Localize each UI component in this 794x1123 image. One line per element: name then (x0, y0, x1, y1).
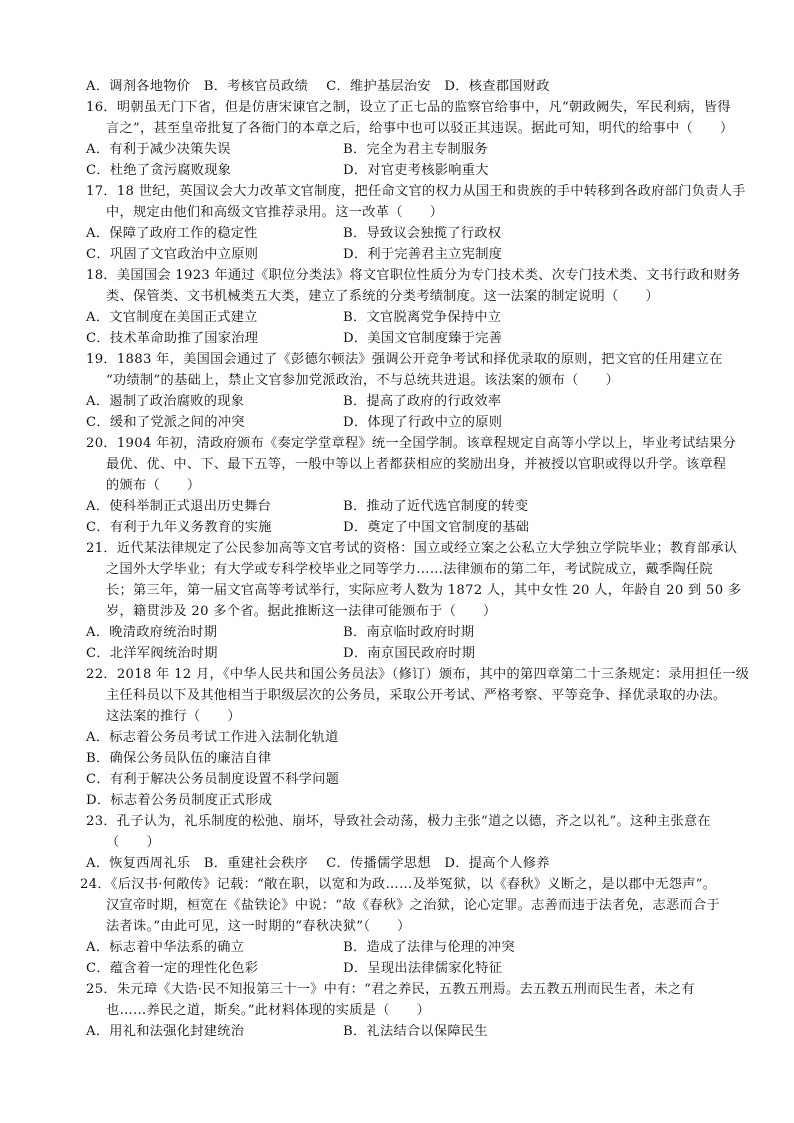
q20-option-a[interactable]: A．使科举制正式退出历史舞台 (86, 499, 272, 514)
q24-option-c[interactable]: C．蕴含着一定的理性化色彩 (86, 961, 259, 976)
q22-option-d[interactable]: D．标志着公务员制度正式形成 (86, 793, 273, 808)
q16-option-c[interactable]: C．杜绝了贪污腐败现象 (86, 163, 232, 178)
q21-option-b[interactable]: B．南京临时政府时期 (343, 625, 475, 640)
q17-option-a[interactable]: A．保障了政府工作的稳定性 (86, 226, 258, 241)
q22-option-b[interactable]: B．确保公务员队伍的廉洁自律 (86, 751, 272, 766)
q16-option-a[interactable]: A．有利于减少决策失误 (86, 142, 231, 157)
q16-option-b[interactable]: B．完全为君主专制服务 (343, 142, 488, 157)
q24-option-a[interactable]: A．标志着中华法系的确立 (86, 940, 245, 955)
q18-option-a[interactable]: A．文官制度在美国正式建立 (86, 310, 258, 325)
q18-option-c[interactable]: C．技术革命助推了国家治理 (86, 331, 259, 346)
q20-option-d[interactable]: D．奠定了中国文官制度的基础 (343, 520, 530, 535)
q24-option-d[interactable]: D．呈现出法律儒家化特征 (343, 961, 503, 976)
q18-option-b[interactable]: B．文官脱离党争保持中立 (343, 310, 502, 325)
q16-option-d[interactable]: D．对官吏考核影响重大 (343, 163, 489, 178)
q22-option-a[interactable]: A．标志着公务员考试工作进入法制化轨道 (86, 730, 339, 745)
q20-option-c[interactable]: C．有利于九年义务教育的实施 (86, 520, 272, 535)
q15-options-text: A．调剂各地物价 B．考核官员政绩 C．维护基层治安 D．核查郡国财政 (86, 79, 550, 94)
q22-option-c[interactable]: C．有利于解决公务员制度设置不科学问题 (86, 772, 340, 787)
q21-option-a[interactable]: A．晚清政府统治时期 (86, 625, 218, 640)
q17-option-c[interactable]: C．巩固了文官政治中立原则 (86, 247, 259, 262)
q19-option-a[interactable]: A．遏制了政治腐败的现象 (86, 394, 245, 409)
q17-option-b[interactable]: B．导致议会独揽了行政权 (343, 226, 502, 241)
q18-option-d[interactable]: D．美国文官制度臻于完善 (343, 331, 503, 346)
q23-options-text[interactable]: A．恢复西周礼乐 B．重建社会秩序 C．传播儒学思想 D．提高个人修养 (86, 856, 550, 871)
q19-option-c[interactable]: C．缓和了党派之间的冲突 (86, 415, 245, 430)
q25-option-a[interactable]: A．用礼和法强化封建统治 (86, 1024, 245, 1039)
q17-option-d[interactable]: D．利于完善君主立宪制度 (343, 247, 503, 262)
q21-option-c[interactable]: C．北洋军阀统治时期 (86, 646, 218, 661)
q20-option-b[interactable]: B．推动了近代选官制度的转变 (343, 499, 529, 514)
q21-option-d[interactable]: D．南京国民政府时期 (343, 646, 476, 661)
q19-option-b[interactable]: B．提高了政府的行政效率 (343, 394, 502, 409)
q24-option-b[interactable]: B．造成了法律与伦理的冲突 (343, 940, 515, 955)
q25-option-b[interactable]: B．礼法结合以保障民生 (343, 1024, 488, 1039)
exam-page: A．调剂各地物价 B．考核官员政绩 C．维护基层治安 D．核查郡国财政 16．明朝虽无门下省，但是仿唐宋谏官之制，设立了正七品的监察官给事中，凡“朝政阙失，军民利病，皆得 言之”，甚至皇帝批复了各衙门的本章之后，给事中也可以驳正其违误。据此可知，明代的给事中（ ） A．有利于减少决策失误 B．完全为君主专制服务 C．杜绝了贪污腐败现象 D．对官吏考核影响重大 17．18 世纪，英国议会大力改革文官制度，把任命文官的权力从国王和贵族的手中转移到各政府部门负责人手 中，规定由他们和高级文官推荐录用。这一改革（ ） A．保障了政府工作的稳定性 B．导致议会独揽了行政权 C．巩固了文官政治中立原则 D．利于完善君主立宪制度 18．美国国会 1923 年通过《职位分类法》将文官职位性质分为专门技术类、次专门技术类、文书行政和财务 类、保管类、文书机械类五大类，建立了系统的分类考绩制度。这一法案的制定说明（ ） A．文官制度在美国正式建立 B．文官脱离党争保持中立 C．技术革命助推了国家治理 D．美国文官制度臻于完善 19．1883 年，美国国会通过了《彭德尔顿法》强调公开竞争考试和择优录取的原则，把文官的任用建立在 “功绩制”的基础上，禁止文官参加党派政治，不与总统共进退。该法案的颁布（ ） A．遏制了政治腐败的现象 B．提高了政府的行政效率 C．缓和了党派之间的冲突 D．体现了行政中立的原则 20．1904 年初，清政府颁布《奏定学堂章程》统一全国学制。该章程规定自高等小学以上，毕业考试结果分 最优、优、中、下、最下五等，一般中等以上者都获相应的奖励出身，并被授以官职或得以升学。该章程 的颁布（ ） A．使科举制正式退出历史舞台 B．推动了近代选官制度的转变 C．有利于九年义务教育的实施 D．奠定了中国文官制度的基础 21．近代某法律规定了公民参加高等文官考试的资格：国立或经立案之公私立大学独立学院毕业；教育部承认 之国外大学毕业；有大学或专科学校毕业之同等学力……法律颁布的第二年，考试院成立，戴季陶任院 长；第三年，第一届文官高等考试举行，实际应考人数为 1872 人，其中女性 20 人，年龄自 20 到 50 多 岁，籍贯涉及 20 多个省。据此推断这一法律可能颁布于（ ） A．晚清政府统治时期 B．南京临时政府时期 C．北洋军阀统治时期 D．南京国民政府时期 22．2018 年 12 月，《中华人民共和国公务员法》（修订）颁布，其中的第四章第二十三条规定：录用担任一级 主任科员以下及其他相当于职级层次的公务员，采取公开考试、严格考察、平等竞争、择优录取的办法。 这法案的推行（ ） A．标志着公务员考试工作进入法制化轨道 B．确保公务员队伍的廉洁自律 C．有利于解决公务员制度设置不科学问题 D．标志着公务员制度正式形成 23．孔子认为，礼乐制度的松弛、崩坏，导致社会动荡，极力主张“道之以德，齐之以礼”。这种主张意在 （ ） A．恢复西周礼乐 B．重建社会秩序 C．传播儒学思想 D．提高个人修养 24．《后汉书·何敞传》记载：“敞在职，以宽和为政……及举冤狱，以《春秋》义断之，是以郡中无怨声”。 汉宣帝时期，桓宽在《盐铁论》中说：“故《春秋》之治狱，论心定罪。志善而违于法者免，志恶而合于 法者诛。”由此可见，这一时期的“春秋决狱”（ ） A．标志着中华法系的确立 B．造成了法律与伦理的冲突 C．蕴含着一定的理性化色彩 D．呈现出法律儒家化特征 25．朱元璋《大诰·民不知报第三十一》中有：“君之养民，五教五刑焉。去五教五刑而民生者，未之有 也……养民之道，斯矣。”此材料体现的实质是（ ） A．用礼和法强化封建统治 B．礼法结合以保障民生 (0, 0, 794, 1123)
q19-option-d[interactable]: D．体现了行政中立的原则 (343, 415, 503, 430)
